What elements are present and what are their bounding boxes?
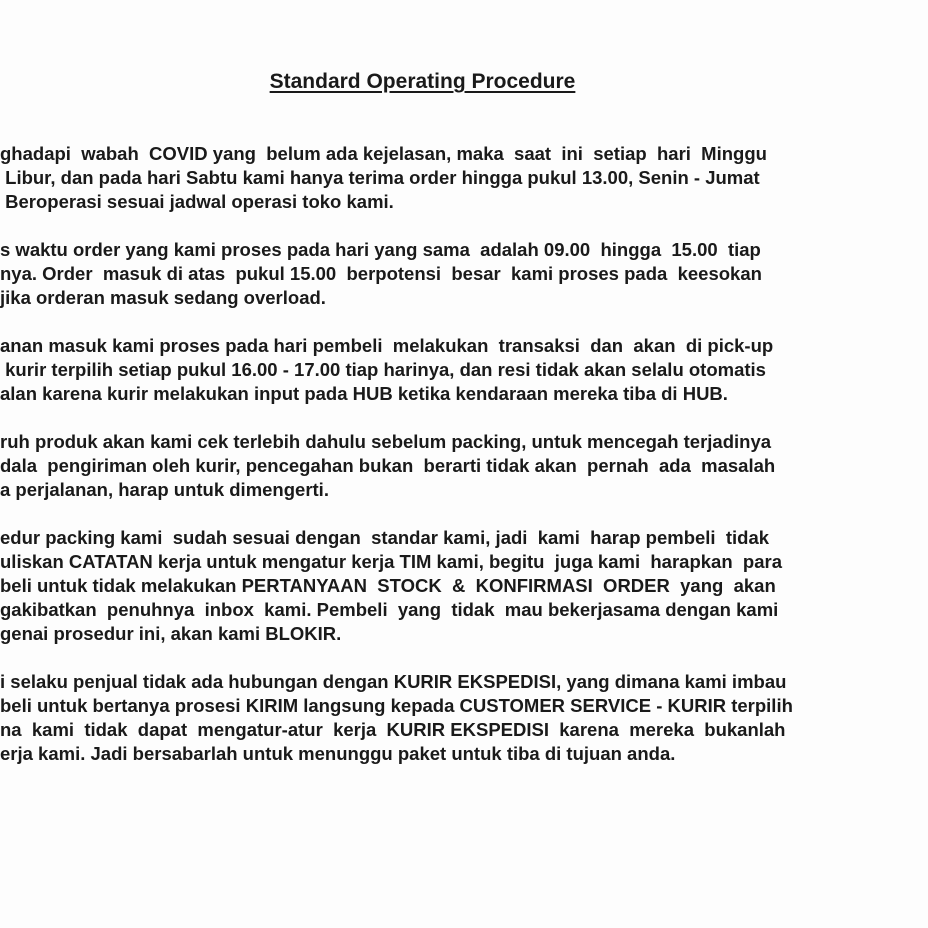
paragraph-covid-schedule <box>0 142 928 214</box>
text-line: a perjalanan, harap untuk dimengerti. <box>0 479 329 500</box>
text-line: erja kami. Jadi bersabarlah untuk menunggu paket untuk tiba di tujuan anda. <box>0 743 676 764</box>
text-line: edur packing kami sudah sesuai dengan standar kami, jadi kami harap pembeli tidak <box>0 527 770 548</box>
text-line: s waktu order yang kami proses pada hari yang sama adalah 09.00 hingga 15.00 tiap <box>0 239 761 260</box>
text-line: kurir terpilih setiap pukul 16.00 - 17.00 tiap harinya, dan resi tidak akan selalu otomatis <box>0 359 766 380</box>
text-line: nya. Order masuk di atas pukul 15.00 berpotensi besar kami proses pada keesokan <box>0 263 762 284</box>
text-line: Libur, dan pada hari Sabtu kami hanya terima order hingga pukul 13.00, Senin - Jumat <box>0 167 760 188</box>
paragraph-courier <box>0 670 928 766</box>
text-line: beli untuk tidak melakukan PERTANYAAN STOCK & KONFIRMASI ORDER yang akan <box>0 575 776 596</box>
text-line: gakibatkan penuhnya inbox kami. Pembeli yang tidak mau bekerjasama dengan kami <box>0 599 779 620</box>
paragraph-product-check <box>0 430 928 502</box>
text-line: genai prosedur ini, akan kami BLOKIR. <box>0 623 342 644</box>
paragraph-pickup <box>0 334 928 406</box>
text-line: dala pengiriman oleh kurir, pencegahan bukan berarti tidak akan pernah ada masalah <box>0 455 776 476</box>
page-title: Standard Operating Procedure <box>269 70 576 93</box>
text-line: anan masuk kami proses pada hari pembeli melakukan transaksi dan akan di pick-up <box>0 335 774 356</box>
document-body <box>0 142 928 790</box>
text-line: beli untuk bertanya prosesi KIRIM langsung kepada CUSTOMER SERVICE - KURIR terpilih <box>0 695 793 716</box>
paragraph-order-time <box>0 238 928 310</box>
text-line: jika orderan masuk sedang overload. <box>0 287 326 308</box>
text-line: ghadapi wabah COVID yang belum ada kejelasan, maka saat ini setiap hari Minggu <box>0 143 767 164</box>
text-line: ruh produk akan kami cek terlebih dahulu sebelum packing, untuk mencegah terjadinya <box>0 431 772 452</box>
paragraph-packing-procedure <box>0 526 928 646</box>
text-line: Beroperasi sesuai jadwal operasi toko kami. <box>0 191 394 212</box>
text-line: alan karena kurir melakukan input pada HUB ketika kendaraan mereka tiba di HUB. <box>0 383 728 404</box>
text-line: uliskan CATATAN kerja untuk mengatur kerja TIM kami, begitu juga kami harapkan para <box>0 551 782 572</box>
text-line: na kami tidak dapat mengatur-atur kerja KURIR EKSPEDISI karena mereka bukanlah <box>0 719 786 740</box>
text-line: i selaku penjual tidak ada hubungan dengan KURIR EKSPEDISI, yang dimana kami imbau <box>0 671 787 692</box>
